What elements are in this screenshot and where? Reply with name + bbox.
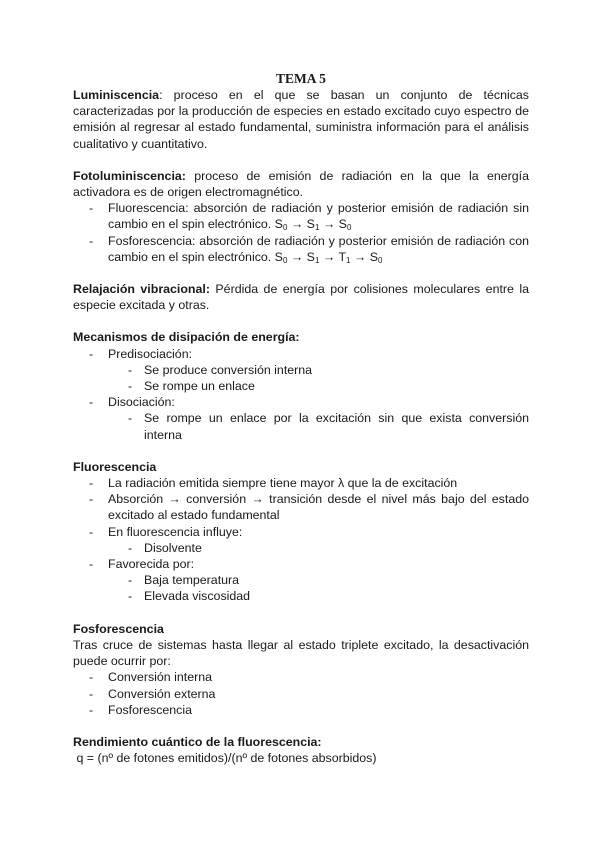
- list-item: - Se produce conversión interna: [128, 362, 313, 377]
- fosforescencia-list: [73, 669, 529, 718]
- fotoluminiscencia-paragraph: [73, 168, 529, 200]
- fotoluminiscencia-term: Fotoluminiscencia:: [73, 168, 186, 183]
- list-item: - Disolvente: [128, 540, 202, 555]
- list-item: - Baja temperatura: [128, 573, 240, 588]
- fosforescencia-section: [73, 621, 529, 718]
- luminiscencia-term: Luminiscencia: [73, 88, 160, 102]
- page-title: TEMA 5: [276, 71, 326, 86]
- fluorescencia-list: [73, 475, 529, 605]
- rendimiento-heading: Rendimiento cuántico de la fluorescencia:: [73, 734, 322, 749]
- list-dash: -: [89, 201, 94, 216]
- luminiscencia-text: : proceso en el que se basan un conjunto de técnicas caracterizadas por la producción de especies en estado excitado cuyo espectro de emisión al regresar al estado fundamental, suministra información para el análisis cualitativo y cuantitativo.: [73, 88, 529, 151]
- list-item: - Disociación:: [89, 395, 175, 410]
- list-item: - Se rompe un enlace por la excitación sin que exista conversión interna: [128, 411, 529, 442]
- rendimiento-section: [73, 734, 529, 766]
- list-dash: -: [89, 233, 94, 248]
- list-item: - Absorción → conversión → transición desde el nivel más bajo del estado excitado al estado fundamental: [89, 492, 529, 523]
- fotoluminiscencia-list: [73, 200, 529, 265]
- list-item: - Fosforescencia: [89, 702, 193, 717]
- list-item: - Elevada viscosidad: [128, 589, 251, 604]
- relajacion-term: Relajación vibracional:: [73, 282, 210, 297]
- relajacion-section: [73, 281, 529, 313]
- fotoluminiscencia-section: [73, 168, 529, 265]
- list-item: - La radiación emitida siempre tiene mayor λ que la de excitación: [89, 476, 458, 491]
- mecanismos-section: [73, 329, 529, 442]
- rendimiento-formula: q = (nº de fotones emitidos)/(nº de fotones absorbidos): [73, 751, 377, 766]
- list-item-fosforescencia: - Fosforescencia: absorción de radiación y posterior emisión de radiación con cambio en el spin electrónico. $S_0 \to S_1 \to T_1 \to S_0$: [89, 233, 529, 265]
- relajacion-paragraph: [73, 281, 529, 313]
- fotoluminiscencia-text: proceso de emisión de radiación en la que la energía activadora es de origen electromagnético.: [73, 168, 529, 200]
- mecanismos-list: [73, 346, 529, 443]
- list-item: - Conversión interna: [89, 670, 213, 685]
- relajacion-text: Pérdida de energía por colisiones moleculares entre la especie excitada y otras.: [73, 282, 529, 313]
- luminiscencia-paragraph: [73, 87, 529, 152]
- list-item: - Conversión externa: [89, 686, 216, 701]
- fosforescencia-text: Tras cruce de sistemas hasta llegar al estado triplete excitado, la desactivación puede ocurrir por:: [73, 637, 529, 669]
- list-item: - Predisociación:: [89, 346, 193, 361]
- mecanismos-heading: Mecanismos de disipación de energía:: [73, 330, 300, 345]
- document-page: [73, 70, 529, 766]
- list-item: - Favorecida por:: [89, 557, 195, 572]
- fosforescencia-heading: Fosforescencia: [73, 621, 164, 636]
- list-item: - Se rompe un enlace: [128, 379, 255, 394]
- list-item: - En fluorescencia influye:: [89, 524, 243, 539]
- list-item-fluorescencia: - Fluorescencia: absorción de radiación y posterior emisión de radiación sin cambio en el spin electrónico. $S_0 \to S_1 \to S_0$: [89, 201, 529, 233]
- fluorescencia-section: [73, 459, 529, 605]
- fluorescencia-heading: Fluorescencia: [73, 459, 157, 474]
